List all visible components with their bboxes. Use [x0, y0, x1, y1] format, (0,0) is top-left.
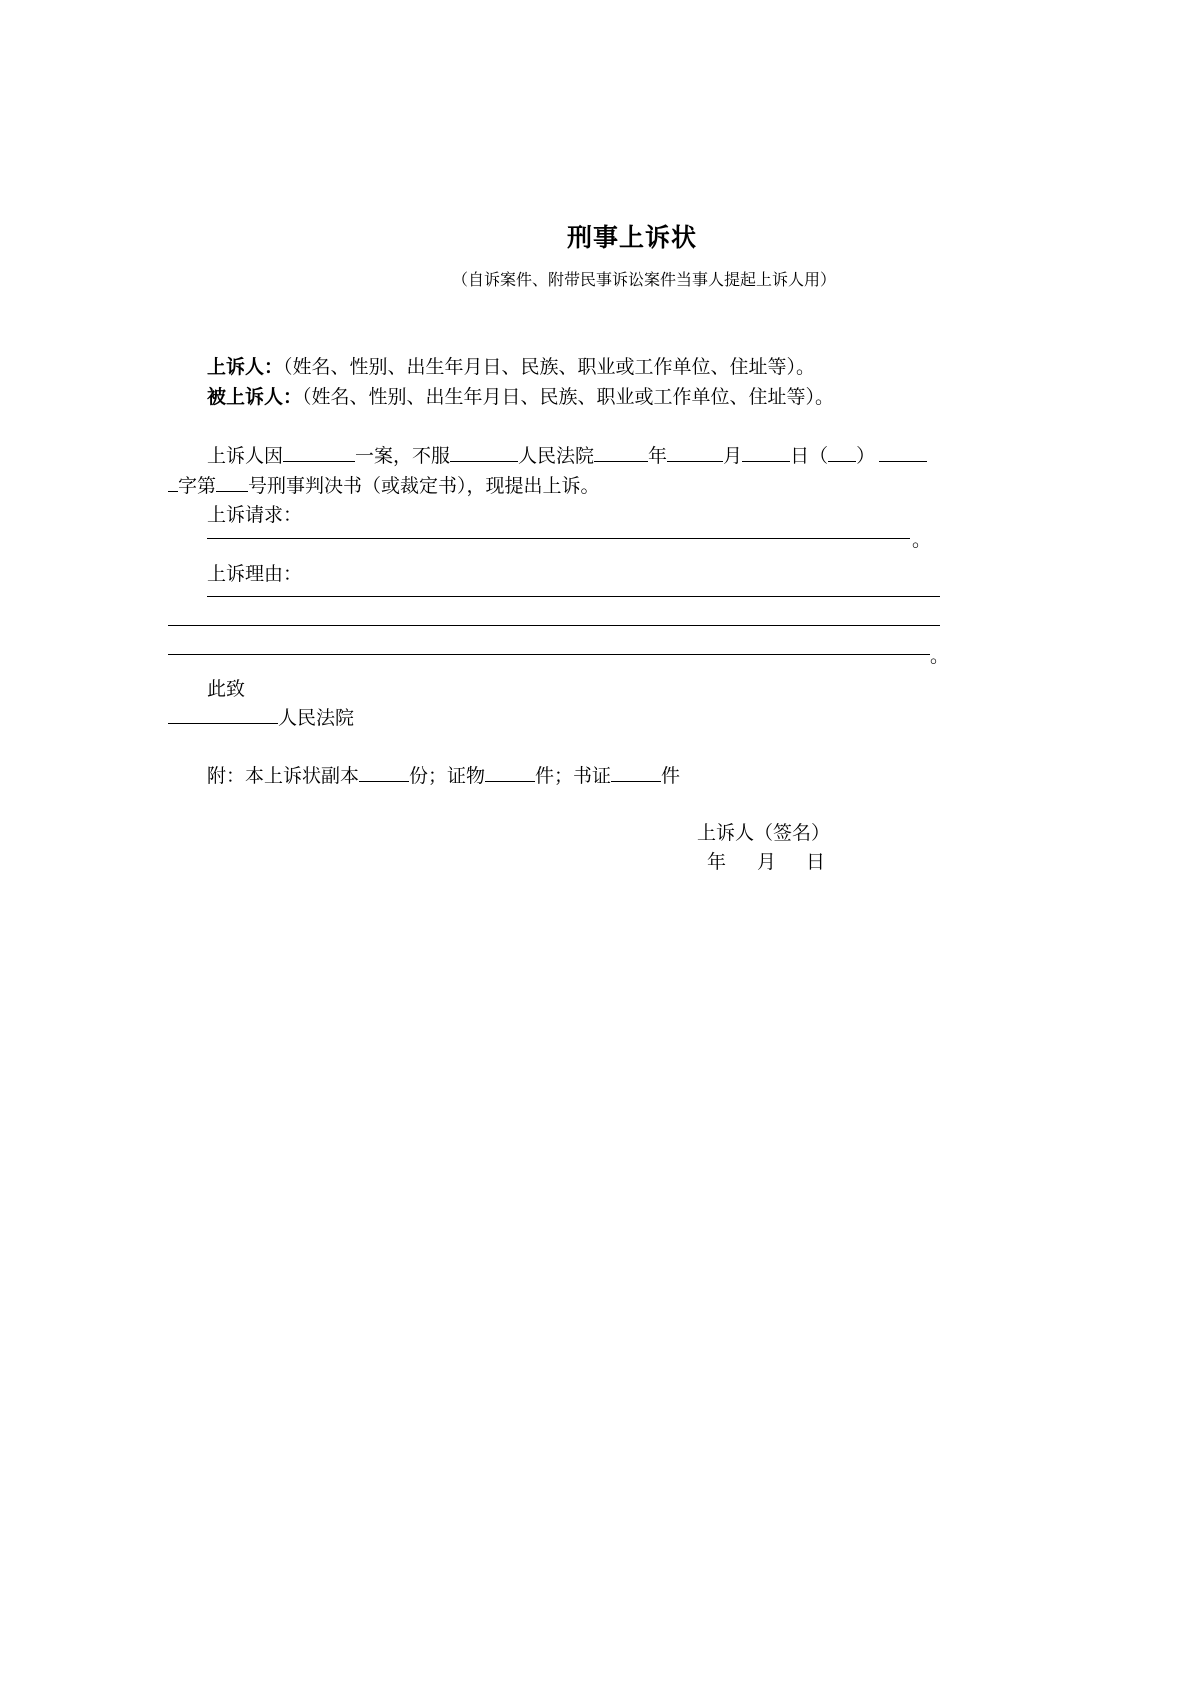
attachment-text: 附：本上诉状副本: [207, 765, 360, 787]
appellant-text: （姓名、性别、出生年月日、民族、职业或工作单位、住址等）。: [283, 356, 816, 378]
appellant-label: 上诉人：: [207, 356, 284, 378]
day-blank[interactable]: [742, 443, 790, 462]
year-code-blank-cont[interactable]: [168, 473, 178, 492]
reason-line-3[interactable]: [168, 654, 930, 655]
attachment-text: 件: [661, 765, 681, 787]
body-paragraph-line1: [207, 441, 927, 468]
closing-greeting: 此致: [207, 678, 246, 700]
signature-signer: 上诉人（签名）: [697, 822, 831, 844]
case-name-blank[interactable]: [283, 443, 355, 462]
signature-month: 月: [757, 851, 777, 873]
reason-line-2[interactable]: [168, 625, 940, 626]
appellee-label: 被上诉人：: [207, 386, 303, 408]
request-line[interactable]: [207, 538, 910, 539]
body-paragraph-line2: [168, 471, 600, 498]
body-text: 号刑事判决书（或裁定书），现提出上诉。: [248, 475, 600, 497]
year-code-blank[interactable]: [879, 443, 927, 462]
court-name-blank[interactable]: [450, 443, 518, 462]
case-number-blank[interactable]: [216, 473, 248, 492]
document-title: 刑事上诉状: [567, 223, 698, 252]
court-abbrev-blank[interactable]: [828, 443, 856, 462]
documents-blank[interactable]: [611, 763, 661, 782]
signature-day: 日: [806, 851, 826, 873]
request-label: 上诉请求：: [207, 504, 303, 526]
reason-period: 。: [930, 645, 950, 667]
closing-court-line: [168, 703, 354, 730]
body-text: 人民法院: [518, 445, 595, 467]
appellant-line: [207, 352, 815, 379]
body-text: ）: [856, 445, 876, 467]
document-subtitle: （自诉案件、附带民事诉讼案件当事人提起上诉人用）: [452, 270, 837, 289]
reason-label: 上诉理由：: [207, 563, 303, 585]
appellee-text: （姓名、性别、出生年月日、民族、职业或工作单位、住址等）。: [302, 386, 835, 408]
request-period: 。: [912, 529, 932, 551]
reason-line-1[interactable]: [207, 596, 940, 597]
month-blank[interactable]: [667, 443, 723, 462]
body-text: 日（: [790, 445, 829, 467]
year-blank[interactable]: [594, 443, 648, 462]
signature-year: 年: [707, 851, 727, 873]
appellee-line: [207, 382, 834, 409]
body-text: 年: [648, 445, 668, 467]
attachment-line: [207, 761, 680, 788]
attachment-text: 件；书证: [535, 765, 612, 787]
recipient-court-blank[interactable]: [168, 705, 278, 724]
body-text: 一案，不服: [355, 445, 451, 467]
attachment-text: 份；证物: [409, 765, 486, 787]
body-text: 月: [723, 445, 743, 467]
evidence-blank[interactable]: [485, 763, 535, 782]
copies-blank[interactable]: [359, 763, 409, 782]
body-text: 字第: [178, 475, 217, 497]
closing-court: 人民法院: [278, 707, 355, 729]
body-text: 上诉人因: [207, 445, 284, 467]
